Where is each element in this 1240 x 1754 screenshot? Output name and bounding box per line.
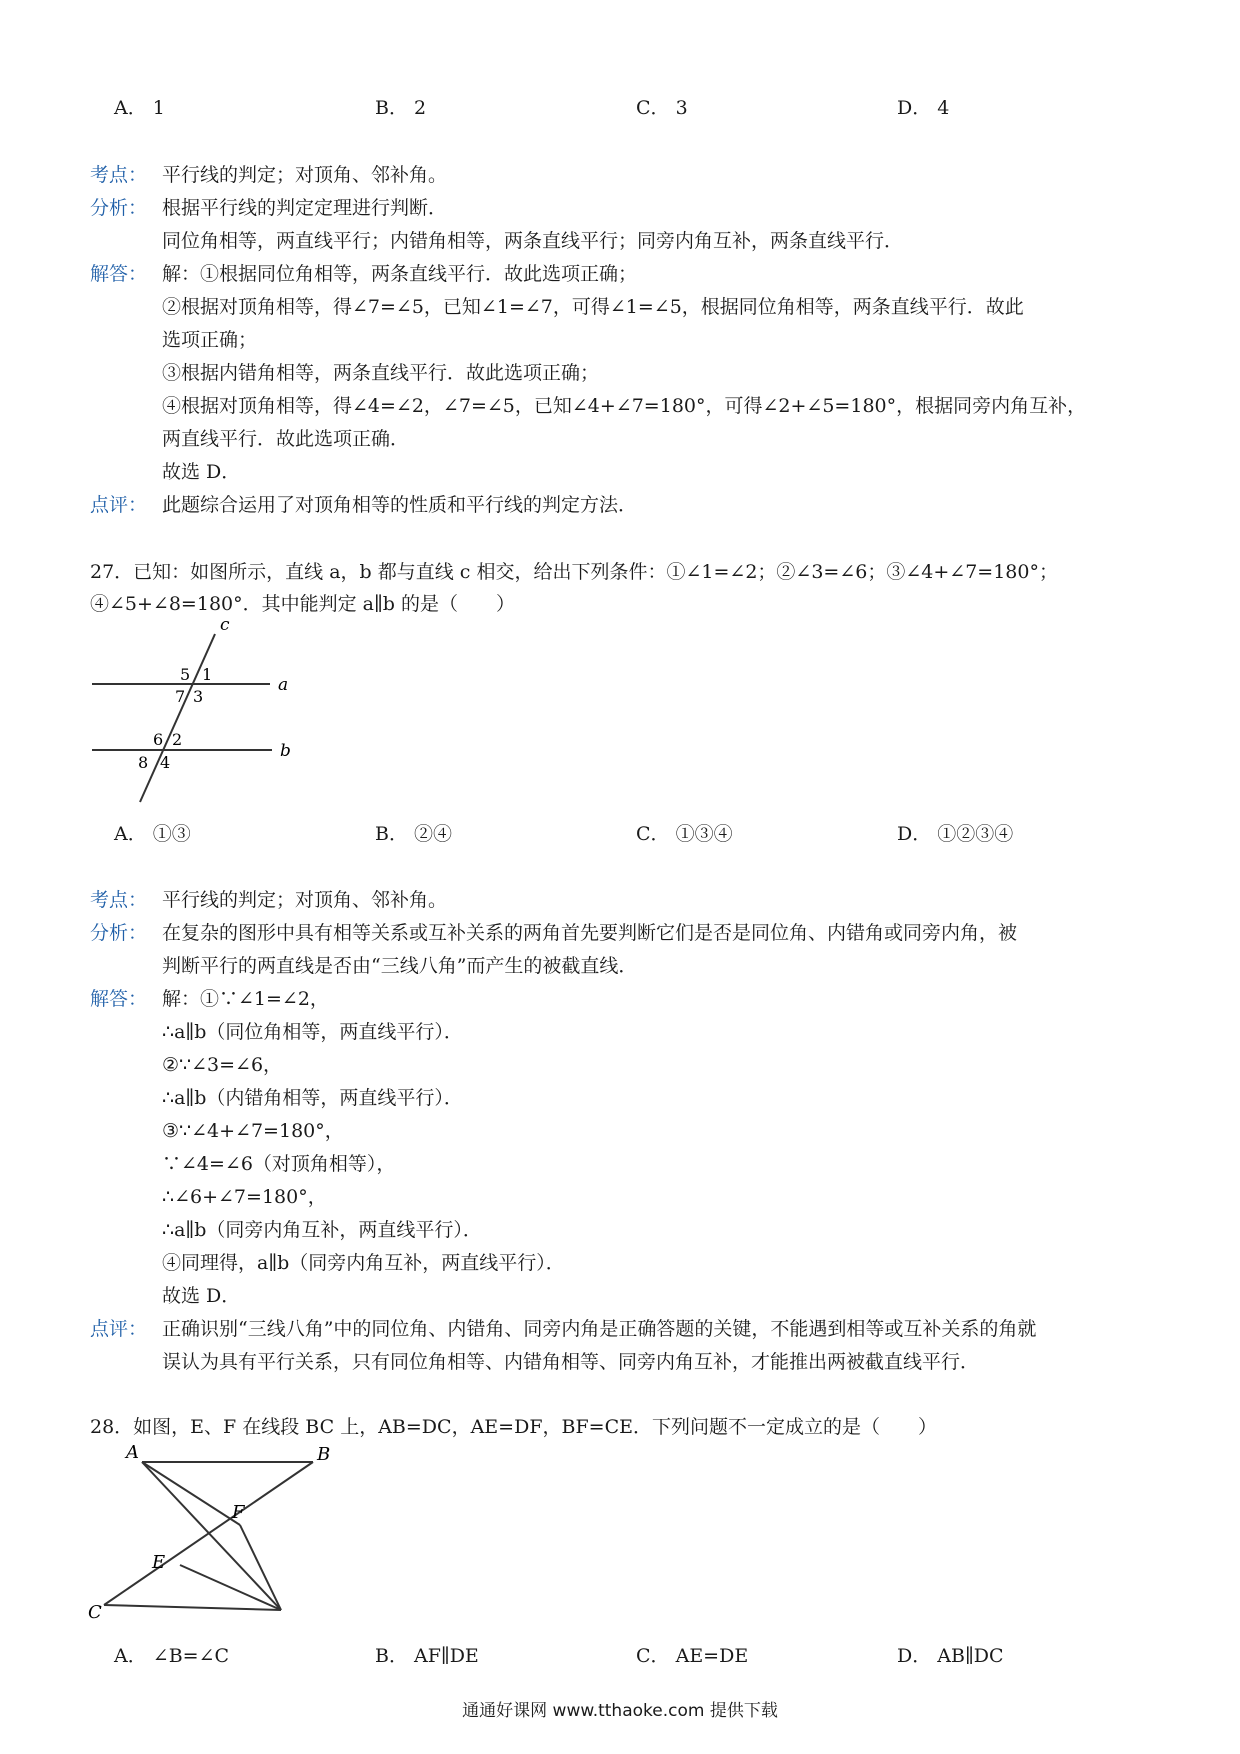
q26-jieda-line-2: ②根据对顶角相等，得∠7=∠5，已知∠1=∠7，可得∠1=∠5，根据同位角相等，两条直线平行．故此 — [162, 296, 1024, 318]
q27-jieda-line-3: ②∵∠3=∠6， — [162, 1054, 283, 1076]
q28-option-a: A． ∠B=∠C — [114, 1645, 230, 1667]
q27-option-c: C． ①③④ — [636, 823, 733, 845]
q27-jieda-label: 解答： — [90, 988, 148, 1010]
angle-5: 5 — [180, 665, 191, 684]
q27-jieda-line-10: 故选 D． — [162, 1285, 241, 1307]
q27-option-a: A． ①③ — [114, 823, 191, 845]
q26-jieda-line-6: 两直线平行．故此选项正确． — [162, 428, 410, 450]
page-footer: 通通好课网 www.tthaoke.com 提供下载 — [462, 1701, 778, 1721]
label-a: a — [278, 675, 289, 695]
q27-jieda-line-6: ∵∠4=∠6（对顶角相等）， — [162, 1153, 396, 1175]
q26-option-c: C． 3 — [636, 97, 688, 119]
q26-jieda-label: 解答： — [90, 263, 148, 285]
q27-jieda-line-8: ∴a∥b（同旁内角互补，两直线平行）． — [162, 1219, 482, 1241]
q27-jieda-line-9: ④同理得，a∥b（同旁内角互补，两直线平行）． — [162, 1252, 565, 1274]
q27-jieda-line-2: ∴a∥b（同位角相等，两直线平行）． — [162, 1021, 463, 1043]
q27-dianping-line-1: 正确识别“三线八角”中的同位角、内错角、同旁内角是正确答题的关键，不能遇到相等或互补关系的角就 — [162, 1318, 1037, 1340]
q27-jieda-line-4: ∴a∥b（内错角相等，两直线平行）． — [162, 1087, 463, 1109]
q27-jieda-line-1: 解：①∵∠1=∠2， — [162, 988, 329, 1010]
q26-option-d: D． 4 — [897, 97, 950, 119]
q26-option-a: A． 1 — [114, 97, 165, 119]
q26-fenxi-line-1: 根据平行线的判定定理进行判断． — [162, 197, 448, 219]
angle-2: 2 — [172, 730, 183, 749]
label-c: c — [220, 615, 230, 635]
q27-option-b: B． ②④ — [375, 823, 453, 845]
q28-triangle-figure — [80, 1440, 360, 1620]
q27-fenxi-label: 分析： — [90, 922, 148, 944]
q27-jieda-line-7: ∴∠6+∠7=180°， — [162, 1186, 327, 1208]
angle-3: 3 — [193, 687, 204, 706]
q28-stem: 28．如图，E、F 在线段 BC 上，AB=DC，AE=DF，BF=CE．下列问题不一定成立的是（ ） — [90, 1416, 937, 1438]
q27-fenxi-line-1: 在复杂的图形中具有相等关系或互补关系的两角首先要判断它们是否是同位角、内错角或同旁内角，被 — [162, 922, 1018, 944]
q27-option-d: D． ①②③④ — [897, 823, 1014, 845]
q26-jieda-line-5: ④根据对顶角相等，得∠4=∠2，∠7=∠5，已知∠4+∠7=180°，可得∠2+∠5=180°，根据同旁内角互补， — [162, 395, 1087, 417]
q26-kaodian-label: 考点： — [90, 164, 148, 186]
angle-6: 6 — [153, 730, 164, 749]
q28-option-c: C． AE=DE — [636, 1645, 749, 1667]
line-c — [140, 634, 215, 802]
q26-jieda-line-3: 选项正确； — [162, 329, 258, 351]
angle-8: 8 — [138, 753, 149, 772]
q26-fenxi-line-2: 同位角相等，两直线平行；内错角相等，两条直线平行；同旁内角互补，两条直线平行． — [162, 230, 904, 252]
label-b: b — [280, 741, 291, 761]
label-a: A — [126, 1442, 139, 1463]
label-c: C — [88, 1602, 102, 1620]
q27-fenxi-line-2: 判断平行的两直线是否由“三线八角”而产生的被截直线． — [162, 955, 638, 977]
q27-stem-line-1: 27．已知：如图所示，直线 a，b 都与直线 c 相交，给出下列条件：①∠1=∠2；②∠3=∠6；③∠4+∠7=180°； — [90, 561, 1058, 583]
segment-fd — [240, 1525, 281, 1610]
segment-cd — [104, 1605, 281, 1610]
q26-option-b: B． 2 — [375, 97, 427, 119]
q27-parallel-lines-figure — [80, 612, 320, 812]
label-e: E — [152, 1552, 166, 1573]
angle-7: 7 — [175, 687, 186, 706]
angle-1: 1 — [202, 665, 213, 684]
q27-kaodian-text: 平行线的判定；对顶角、邻补角。 — [162, 889, 448, 911]
segment-ad — [142, 1462, 281, 1610]
q27-dianping-label: 点评： — [90, 1318, 148, 1340]
segment-ed — [180, 1565, 281, 1610]
q27-stem-line-2: ④∠5+∠8=180°．其中能判定 a∥b 的是（ ） — [90, 593, 515, 615]
q28-option-d: D． AB∥DC — [897, 1645, 1004, 1667]
q27-dianping-line-2: 误认为具有平行关系，只有同位角相等、内错角相等、同旁内角互补，才能推出两被截直线平行． — [162, 1351, 980, 1373]
segment-bc — [104, 1462, 313, 1605]
q28-option-b: B． AF∥DE — [375, 1645, 479, 1667]
q26-dianping-label: 点评： — [90, 494, 148, 516]
q27-kaodian-label: 考点： — [90, 889, 148, 911]
q27-jieda-line-5: ③∵∠4+∠7=180°， — [162, 1120, 344, 1142]
label-f: F — [232, 1502, 245, 1523]
q26-dianping-text: 此题综合运用了对顶角相等的性质和平行线的判定方法． — [162, 494, 638, 516]
q26-fenxi-label: 分析： — [90, 197, 148, 219]
q26-jieda-line-4: ③根据内错角相等，两条直线平行．故此选项正确； — [162, 362, 600, 384]
q26-kaodian-text: 平行线的判定；对顶角、邻补角。 — [162, 164, 448, 186]
label-b: B — [317, 1444, 331, 1465]
angle-4: 4 — [160, 753, 171, 772]
q26-jieda-line-7: 故选 D． — [162, 461, 241, 483]
q26-jieda-line-1: 解：①根据同位角相等，两条直线平行．故此选项正确； — [162, 263, 638, 285]
